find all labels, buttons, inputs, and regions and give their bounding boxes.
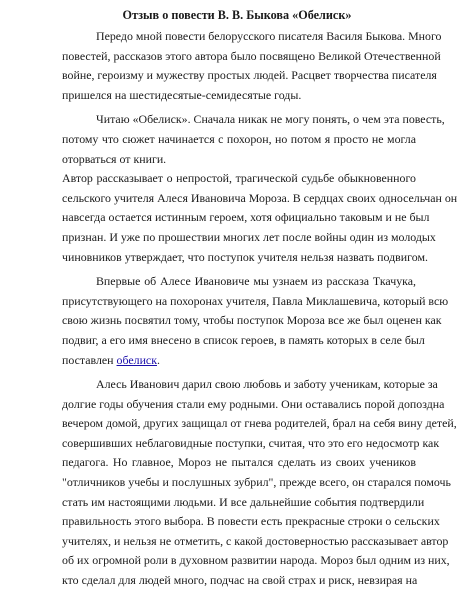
- text-line: Впервые об Алесе Ивановиче мы узнаем из рассказа Ткачука,: [96, 274, 416, 289]
- obelisk-link[interactable]: обелиск: [116, 352, 157, 367]
- text-line: стать им настоящими людьми. И все дальнейшие события подтвердили: [62, 494, 425, 509]
- text-line: свою жизнь посвятил тому, чтобы поступок Мороза все же был оценен как: [62, 313, 442, 328]
- text-line: кто сделал для людей много, подчас на свой страх и риск, невзирая на: [62, 573, 418, 588]
- text-line: вечером домой, других защищал от гнева родителей, брал на себя вину детей,: [62, 416, 457, 431]
- text-line: сельского учителя Алеся Ивановича Мороза. В сердцах своих односельчан он: [62, 190, 458, 205]
- paragraph-5: [62, 375, 457, 591]
- text-line: долгие годы обучения стали ему родными. Они оставались порой допоздна: [62, 396, 445, 411]
- paragraph-4: [62, 272, 449, 370]
- text-line: педагога. Но главное, Мороз не пытался сделать из своих учеников: [62, 455, 416, 470]
- text-line: оторваться от книги.: [62, 151, 167, 166]
- paragraph-3: [62, 169, 458, 267]
- text-line: Автор рассказывает о непростой, трагической судьбе обыкновенного: [62, 171, 416, 186]
- text-line: Алесь Иванович дарил свою любовь и заботу ученикам, которые за: [96, 377, 438, 392]
- text-line: присутствующего на похоронах учителя, Павла Миклашевича, который всю: [62, 293, 449, 308]
- text-line: повестей, рассказов этого автора было посвящено Великой Отечественной: [62, 48, 441, 63]
- text-line: войне, героизму и мужеству простых людей. Расцвет творчества писателя: [62, 68, 437, 83]
- text-line: подвиг, а его имя внесено в список героев, в память которых в селе был: [62, 332, 425, 347]
- text-line: Читаю «Обелиск». Сначала никак не могу понять, о чем эта повесть,: [96, 112, 445, 127]
- text-line: совершивших неблаговидные поступки, считая, что это его недосмотр как: [62, 435, 440, 450]
- text-line: Передо мной повести белорусского писателя Василя Быкова. Много: [96, 29, 442, 43]
- text-line: пришелся на шестидесятые-семидесятые годы.: [62, 87, 302, 102]
- text-line: правильность этого выбора. В повести есть прекрасные строки о сельских: [62, 514, 440, 529]
- text-span: поставлен: [62, 352, 117, 367]
- text-line: об их огромной роли в духовном развитии народа. Мороз был одним из них,: [62, 553, 450, 568]
- paragraph-1: [62, 27, 442, 105]
- paragraph-2: [62, 110, 445, 169]
- text-span: .: [156, 352, 160, 367]
- document-body: [62, 27, 458, 591]
- text-line: признан. И уже по прошествии многих лет после войны один из молодых: [62, 229, 436, 244]
- text-line: "отличников учебы и послушных зубрил", прежде всего, он старался помочь: [62, 475, 451, 490]
- text-line: учителях, и нельзя не отметить, с какой достоверностью рассказывает автор: [62, 533, 449, 548]
- document-title: Отзыв о повести В. В. Быкова «Обелиск»: [122, 8, 352, 22]
- text-line: чиновников утверждает, что поступок учителя нельзя назвать подвигом.: [62, 249, 428, 264]
- text-line: навсегда остается истинным героем, хотя официально таковым и не был: [62, 210, 430, 225]
- text-line-with-link: [62, 351, 416, 371]
- text-line: потому что сюжет начинается с похорон, но потом я просто не могла: [62, 131, 416, 146]
